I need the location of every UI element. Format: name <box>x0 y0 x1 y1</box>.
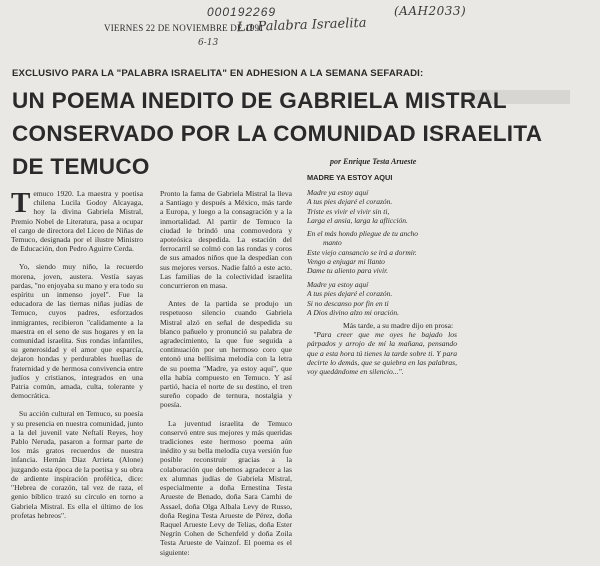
poem-prose <box>307 321 457 385</box>
poem-line: manto <box>323 238 342 248</box>
handwritten-publication: La Palabra Israelita <box>236 15 367 36</box>
poem-line: A tus pies dejaré el corazón. <box>307 197 393 207</box>
paragraph: Pronto la fama de Gabriela Mistral la lleva a Santiago y después a México, más tarde a Europa, y luego a la consagración y a la inmortalidad. Al partir de Temuco la ciudad le brindó una conmovedora y apoteósica despedida. La estación del ferrocarril se colmó con las rondas y coros de sus amados niños que la despedían con sus mejores versos. Nadie faltó a este acto. Las familias de la colectividad israelita concurrieron en masa. <box>160 189 292 291</box>
paragraph-text: emuco 1920. La maestra y poetisa chilena Lucila Godoy Alcayaga, hoy la divina Gabriela Mistral, Premio Nobel de Literatura, pasa a ocupar el cargo de directora del Liceo de Niñas de Temuco, designada por el ilustre Ministro de Educación, don Pedro Aguirre Cerda. <box>11 189 143 254</box>
handwritten-page-ref: 6-13 <box>198 38 219 48</box>
kicker: EXCLUSIVO PARA LA "PALABRA ISRAELITA" EN ADHESION A LA SEMANA SEFARADI: <box>12 68 424 79</box>
paragraph: Yo, siendo muy niño, la recuerdo morena, joven, austera. Vestía sayas pardas, "no enjoyaba su mano y era todo su espíritu un inmenso joyel". Fue la educadora de las tiernas niñas judías de Temuco, cuyos padres, esforzados inmigrantes, recibieron "calidamente a la maestra en el seno de sus hogares y en la comunidad israelita. Sus rondas infantiles, su generosidad y el amor que esparcía, dejaron hondas y perdurables huellas de fraternidad y de hermosa convivencia entre judíos y cristianos, integrados en una Patria común, amada, culta, tolerante y democrática. <box>11 262 143 401</box>
drop-cap: T <box>11 187 31 219</box>
poem-line: Si no descanso por fin en ti <box>307 298 389 308</box>
dateline: VIERNES 22 DE NOVIEMBRE DE 1991 <box>104 23 264 33</box>
byline: por Enrique Testa Arueste <box>330 157 417 166</box>
poem-line: Triste es vivir el vivir sin ti, <box>307 206 390 216</box>
archive-number: 000192269 <box>207 5 277 19</box>
article-column-2 <box>160 189 292 566</box>
poem-line: Este viejo cansancio se irá a dormir. <box>307 247 417 257</box>
poem-title: MADRE YA ESTOY AQUI <box>307 173 393 182</box>
headline-line-3: DE TEMUCO <box>12 154 150 179</box>
poem-stanza-1 <box>307 188 408 225</box>
paragraph: Su acción cultural en Temuco, su poesía y su presencia en nuestra comunidad, junto a la del juvenil vate Neftalí Reyes, hoy Pablo Neruda, pasaron a formar parte de los más gratos recuerdos de nuestra infancia. Hernán Díaz Arrieta (Alone) juzgando esta época de la poetisa y su obra de ardiente inspiración profética, dice: "Hebrea de corazón, tal vez de raza, el genio bíblico trazó su círculo en torno a Gabriela Mistral. Es ella el último de los profetas hebreos". <box>11 409 143 520</box>
poem-line: Larga el ansia, larga la aflicción. <box>307 215 408 225</box>
poem-line: En el más hondo pliegue de tu ancho <box>307 229 419 238</box>
poem-line: A Dios divino alzo mi oración. <box>307 307 399 317</box>
poem-line: A tus pies dejaré el corazón. <box>307 289 393 299</box>
paragraph <box>11 189 143 253</box>
paragraph: La juventud israelita de Temuco conservó entre sus mejores y más queridas tradiciones este hermoso poema aún inédito y su bella melodía cuya versión fue posible reconstruir gracias a la colaboración que debemos agradecer a las ex alumnas judías de Gabriela Mistral, especialmente a doña Ernestina Testa Arueste de Benado, doña Sara Camhi de Assael, doña Olga Albala Levy de Russo, doña Regina Testa Arueste de Pérez, doña Raquel Arueste Levy de Telias, doña Ester Negrín Cohen de Schenfeld y doña Zoila Testa Arueste de Vainzof. El poema es el siguiente: <box>160 418 292 557</box>
article-column-1 <box>11 189 143 529</box>
paragraph: Antes de la partida se produjo un respetuoso silencio cuando Gabriela Mistral alzó en señal de despedida su blanco pañuelo y pronunció su palabra de agradecimiento, la que fue seguida a continuación por un hermoso coro que entonó una bellísima melodía con la letra de su poema "Madre, ya estoy aquí", que ella había compuesto en Temuco. Y así partió, hacia el norte de su destino, el tren sureño copado de ternura, nostalgia y poesía. <box>160 299 292 410</box>
poem-stanza-2 <box>307 229 418 275</box>
poem-stanza-3 <box>307 280 399 317</box>
headline-line-2: CONSERVADO POR LA COMUNIDAD ISRAELITA <box>12 121 543 146</box>
prose-intro: Más tarde, a su madre dijo en prosa: <box>343 321 454 330</box>
poem-line: Vengo a enjugar mi llanto <box>307 256 385 266</box>
prose-quote: "Para creer que me oyes he bajado los párpados y arrojo de mí la mañana, pensando que a esta hora tú tienes la tarde sobre ti. Y para decirte lo demás, que se quiebra en las palabras, voy quedándome en silencio...". <box>307 330 457 377</box>
headline-line-1: UN POEMA INEDITO DE GABRIELA MISTRAL <box>12 88 507 113</box>
archive-code: (AAH2033) <box>394 4 467 18</box>
poem-line: Madre ya estoy aquí <box>307 280 369 289</box>
poem-line: Madre ya estoy aquí <box>307 188 369 197</box>
poem-line: Dame tu aliento para vivir. <box>307 266 389 276</box>
